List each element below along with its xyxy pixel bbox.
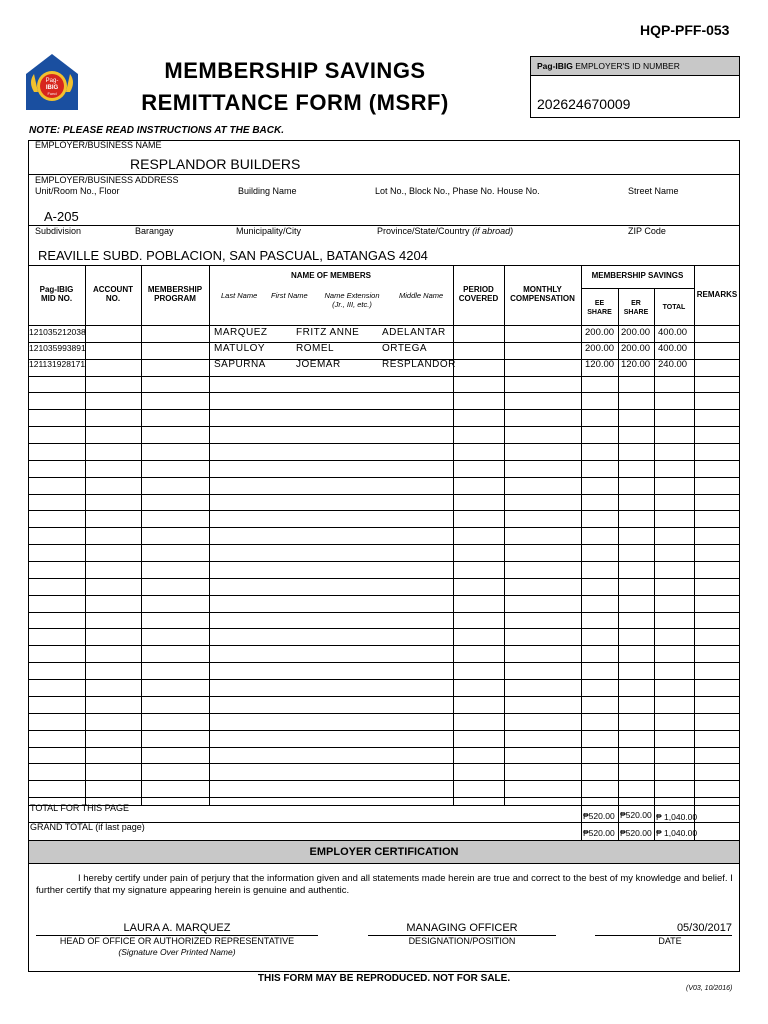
subdivision-label: Subdivision (35, 226, 82, 236)
table-col-divider (504, 265, 505, 805)
barangay-label: Barangay (135, 226, 174, 236)
table-row-line (28, 662, 740, 663)
member-total[interactable]: 400.00 (658, 327, 688, 338)
pagibig-logo (24, 52, 80, 114)
member-first-name[interactable]: JOEMAR (296, 359, 341, 370)
designation-label: DESIGNATION/POSITION (408, 936, 516, 946)
certification-text: I hereby certify under pain of perjury that the information given and all statements made herein are true and correct to the best of my knowledge and belief. I further certify that my signature appearing herein is genuine and authentic. (36, 873, 733, 896)
form-title-line2: REMITTANCE FORM (MSRF) (141, 90, 449, 115)
table-col-divider (453, 265, 454, 805)
municipality-label: Municipality/City (236, 226, 302, 236)
table-row-line (28, 527, 740, 528)
table-row-line (28, 510, 740, 511)
form-version: (V03, 10/2016) (686, 985, 733, 992)
table-row-line (28, 612, 740, 613)
total-page-label: TOTAL FOR THIS PAGE (30, 803, 130, 813)
member-first-name[interactable]: ROMEL (296, 343, 335, 354)
form-title-line1: MEMBERSHIP SAVINGS (164, 58, 426, 83)
street-label: Street Name (628, 186, 679, 196)
table-row-line (28, 645, 740, 646)
col-remarks: REMARKS (696, 290, 738, 299)
grand-ee-total: ₱520.00 (583, 828, 615, 838)
certification-header: EMPLOYER CERTIFICATION (29, 840, 739, 864)
col-program: MEMBERSHIP PROGRAM (147, 285, 203, 303)
building-label: Building Name (238, 186, 297, 196)
col-period: PERIOD COVERED (458, 285, 499, 303)
unit-label: Unit/Room No., Floor (35, 186, 120, 196)
zip-label: ZIP Code (628, 226, 666, 236)
member-last-name[interactable]: SAPURNA (214, 359, 266, 370)
employer-id-box (530, 56, 740, 118)
table-row-line (28, 578, 740, 579)
address-label: EMPLOYER/BUSINESS ADDRESS (35, 175, 179, 185)
member-ee-share[interactable]: 120.00 (585, 359, 615, 370)
table-row-line (28, 713, 740, 714)
business-name-value[interactable]: RESPLANDOR BUILDERS (130, 156, 301, 172)
table-row-line (28, 763, 740, 764)
col-ee-share: EE SHARE (587, 300, 612, 316)
table-col-divider (654, 288, 655, 805)
signatory-hint: (Signature Over Printed Name) (118, 947, 236, 957)
table-row-line (28, 595, 740, 596)
employer-id-label: Pag-IBIG EMPLOYER'S ID NUMBER (531, 57, 739, 76)
table-row-line (28, 797, 740, 798)
signatory-name[interactable]: LAURA A. MARQUEZ (123, 922, 231, 934)
table-row-line (28, 409, 740, 410)
member-middle-name[interactable]: ORTEGA (382, 343, 428, 354)
table-row-line (28, 460, 740, 461)
table-row-line (28, 561, 740, 562)
member-total[interactable]: 240.00 (658, 359, 688, 370)
unit-value[interactable]: A-205 (44, 209, 79, 224)
table-row-line (28, 477, 740, 478)
grand-er-total: ₱520.00 (620, 828, 652, 838)
member-last-name[interactable]: MATULOY (214, 343, 266, 354)
member-ee-share[interactable]: 200.00 (585, 343, 615, 354)
col-middle-name: Middle Name (399, 291, 444, 300)
table-row-line (28, 392, 740, 393)
page-er-total: ₱520.00 (620, 810, 652, 820)
col-total: TOTAL (662, 304, 686, 311)
table-row-line (28, 780, 740, 781)
form-code: HQP-PFF-053 (640, 22, 730, 38)
col-first-name: First Name (271, 291, 308, 300)
col-account: ACCOUNT NO. (93, 285, 133, 303)
grand-total-label: GRAND TOTAL (if last page) (30, 822, 145, 832)
table-col-divider (618, 288, 619, 805)
table-row-line (28, 443, 740, 444)
page-total: ₱ 1,040.00 (656, 812, 698, 822)
member-er-share[interactable]: 200.00 (621, 327, 651, 338)
member-middle-name[interactable]: RESPLANDOR (382, 359, 456, 370)
member-er-share[interactable]: 200.00 (621, 343, 651, 354)
date-label: DATE (658, 936, 682, 946)
address-value[interactable]: REAVILLE SUBD. POBLACION, SAN PASCUAL, BATANGAS 4204 (38, 248, 428, 263)
member-first-name[interactable]: FRITZ ANNE (296, 327, 360, 338)
page-ee-total: ₱520.00 (583, 811, 615, 821)
member-mid[interactable]: 121035993891 (29, 343, 86, 353)
province-label: Province/State/Country (if abroad) (377, 226, 514, 236)
member-middle-name[interactable]: ADELANTAR (382, 327, 446, 338)
designation-value[interactable]: MANAGING OFFICER (406, 922, 518, 934)
table-body-bottom (28, 805, 740, 806)
svg-text:Fund: Fund (47, 91, 57, 96)
table-row-line (28, 376, 740, 377)
instructions-note: NOTE: PLEASE READ INSTRUCTIONS AT THE BACK. (29, 125, 285, 136)
table-row-line (28, 494, 740, 495)
date-value[interactable]: 05/30/2017 (676, 922, 732, 934)
member-mid[interactable]: 121131928171 (29, 359, 86, 369)
table-row-line (28, 730, 740, 731)
col-membership-savings: MEMBERSHIP SAVINGS (591, 271, 684, 280)
col-last-name: Last Name (221, 291, 258, 300)
col-name-of-members: NAME OF MEMBERS (291, 271, 371, 280)
table-col-divider (581, 265, 582, 805)
grand-total: ₱ 1,040.00 (656, 828, 698, 838)
signatory-label: HEAD OF OFFICE OR AUTHORIZED REPRESENTATIVE (59, 936, 295, 946)
table-row-line (28, 747, 740, 748)
svg-text:IBIG: IBIG (45, 85, 59, 91)
business-name-label: EMPLOYER/BUSINESS NAME (35, 140, 162, 150)
table-col-divider (141, 265, 142, 805)
table-col-divider (209, 265, 210, 805)
employer-id-value[interactable]: 202624670009 (537, 96, 631, 112)
table-row-line (28, 544, 740, 545)
member-total[interactable]: 400.00 (658, 343, 688, 354)
col-er-share: ER SHARE (623, 300, 649, 316)
table-row-line (28, 679, 740, 680)
house-hands-logo-icon (24, 52, 80, 114)
member-er-share[interactable]: 120.00 (621, 359, 651, 370)
col-monthly: MONTHLY COMPENSATION (510, 285, 575, 303)
table-row-line (28, 628, 740, 629)
member-mid[interactable]: 121035212038 (29, 327, 86, 337)
reproduction-footer: THIS FORM MAY BE REPRODUCED. NOT FOR SALE. (257, 973, 511, 984)
svg-text:Pag-: Pag- (45, 78, 59, 84)
table-row-line (28, 426, 740, 427)
lot-label: Lot No., Block No., Phase No. House No. (375, 186, 540, 196)
col-mid: Pag-IBIG MID NO. (39, 285, 74, 303)
member-ee-share[interactable]: 200.00 (585, 327, 615, 338)
table-row-line (28, 696, 740, 697)
table-header-bottom (28, 325, 740, 326)
member-last-name[interactable]: MARQUEZ (214, 327, 268, 338)
col-name-extension: Name Extension (Jr., III, etc.) (324, 291, 380, 309)
table-col-divider (694, 265, 695, 805)
